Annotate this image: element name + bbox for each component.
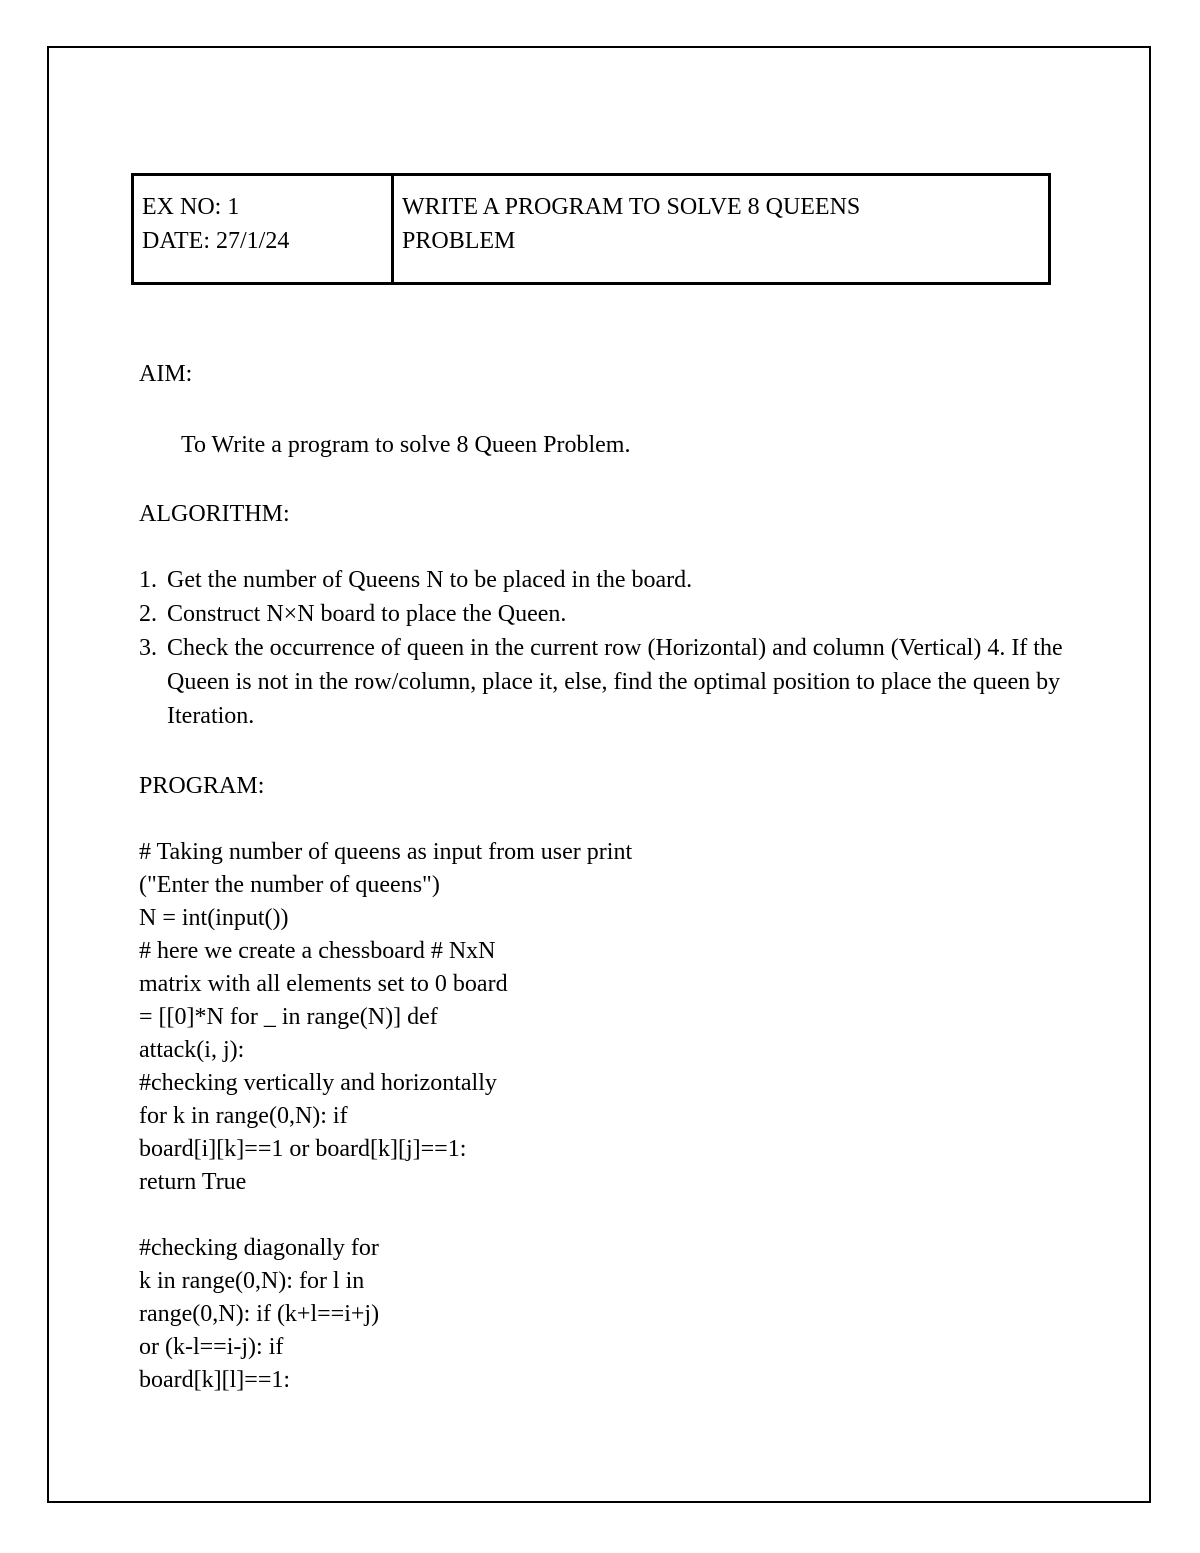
step-text: Check the occurrence of queen in the current row (Horizontal) and column (Vertical) 4. If the Queen is not in the row/column, place it, else, find the optimal position to place the queen by Iteration.	[167, 635, 1063, 729]
exercise-number: EX NO: 1	[142, 194, 240, 220]
algorithm-steps	[139, 563, 1069, 733]
code-line: #checking diagonally for	[139, 1235, 379, 1261]
code-line: k in range(0,N): for l in	[139, 1268, 365, 1294]
exercise-title-line-1: WRITE A PROGRAM TO SOLVE 8 QUEENS	[402, 194, 861, 220]
header-left-cell	[134, 176, 394, 282]
code-line: range(0,N): if (k+l==i+j)	[139, 1301, 380, 1327]
code-line: N = int(input())	[139, 905, 289, 931]
step-number: 1.	[139, 567, 157, 593]
step-text: Get the number of Queens N to be placed in the board.	[167, 567, 693, 593]
code-line: attack(i, j):	[139, 1037, 245, 1063]
code-line: or (k-l==i-j): if	[139, 1334, 284, 1360]
step-number: 3.	[139, 635, 157, 661]
code-line: board[k][l]==1:	[139, 1367, 291, 1393]
program-heading: PROGRAM:	[139, 773, 265, 799]
code-line-blank	[139, 1199, 632, 1232]
step-number: 2.	[139, 601, 157, 627]
algorithm-step	[139, 597, 1069, 631]
aim-heading: AIM:	[139, 361, 193, 387]
aim-text: To Write a program to solve 8 Queen Problem.	[181, 432, 631, 458]
code-line: # Taking number of queens as input from user print	[139, 839, 633, 865]
algorithm-step	[139, 563, 1069, 597]
code-line: = [[0]*N for _ in range(N)] def	[139, 1004, 438, 1030]
code-line: #checking vertically and horizontally	[139, 1070, 497, 1096]
code-line: return True	[139, 1169, 247, 1195]
exercise-date: DATE: 27/1/24	[142, 228, 290, 254]
step-text: Construct N×N board to place the Queen.	[167, 601, 567, 627]
exercise-title-line-2: PROBLEM	[402, 228, 516, 254]
algorithm-heading: ALGORITHM:	[139, 501, 290, 527]
algorithm-step	[139, 631, 1069, 733]
program-code	[139, 836, 632, 1397]
code-line: ("Enter the number of queens")	[139, 872, 440, 898]
code-line: board[i][k]==1 or board[k][j]==1:	[139, 1136, 467, 1162]
code-line: matrix with all elements set to 0 board	[139, 971, 508, 997]
code-line: # here we create a chessboard # NxN	[139, 938, 496, 964]
code-line: for k in range(0,N): if	[139, 1103, 348, 1129]
header-table	[131, 173, 1051, 285]
header-title-cell	[394, 176, 1048, 282]
